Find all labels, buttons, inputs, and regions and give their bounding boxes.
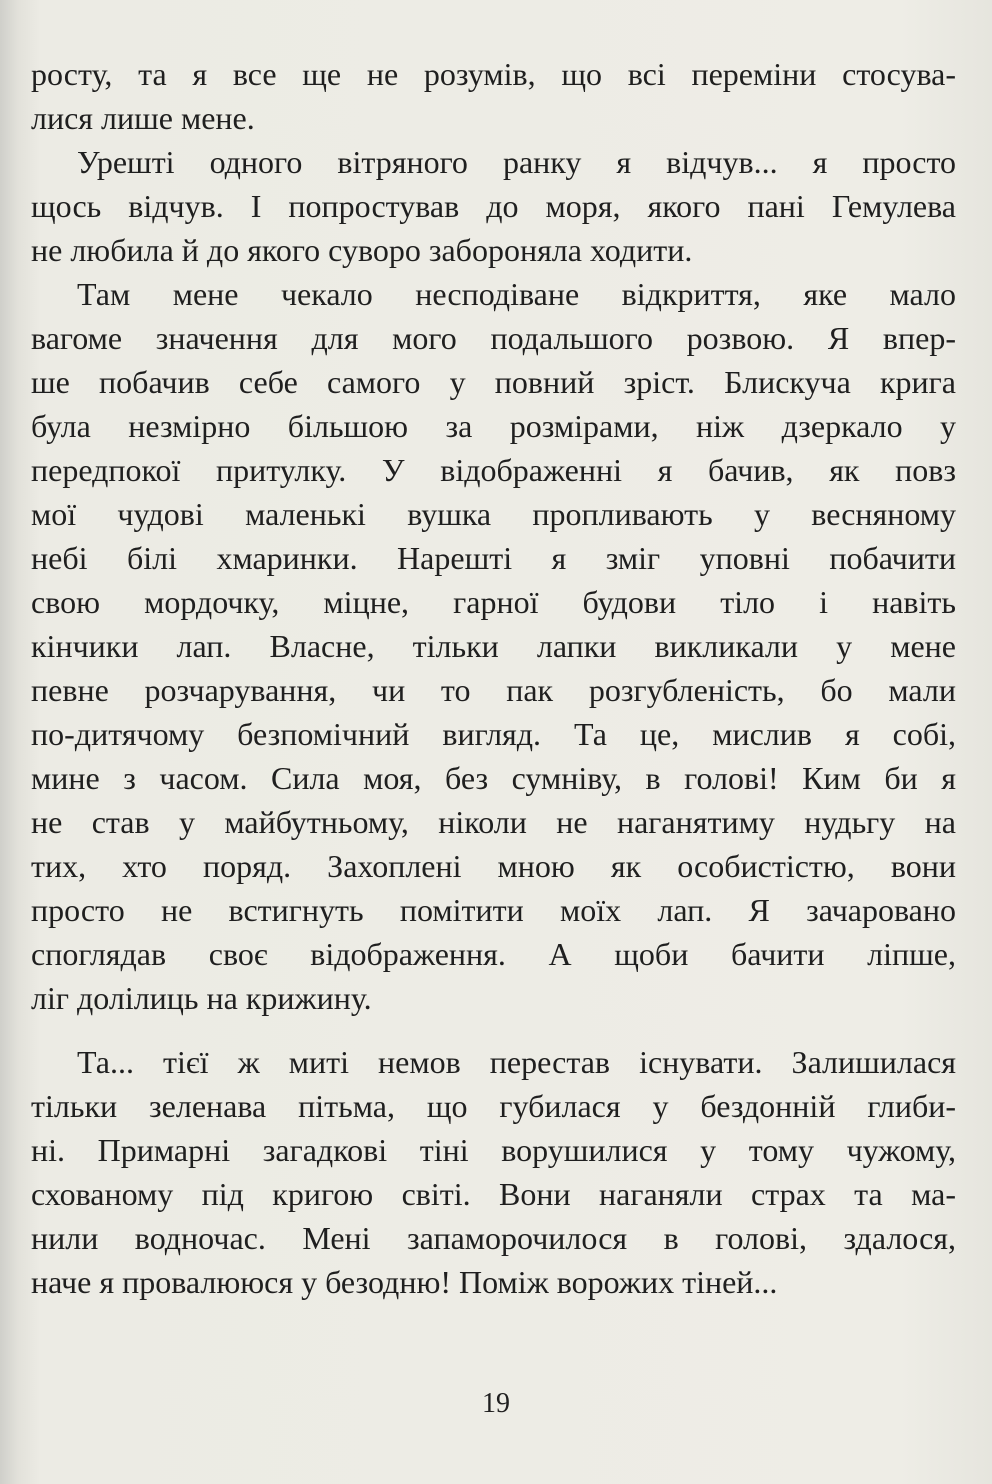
paragraph (31, 1040, 956, 1304)
text-line: не став у майбутньому, ніколи не наганятиму нудьгу на (31, 804, 956, 840)
text-line: передпокої притулку. У відображенні я бачив, як повз (31, 452, 956, 488)
text-line: наче я провалююся у безодню! Поміж ворожих тіней... (31, 1264, 778, 1300)
text-line: свою мордочку, міцне, гарної будови тіло і навіть (31, 584, 956, 620)
text-line: ліг долілиць на крижину. (31, 980, 372, 1016)
text-line: щось відчув. І попростував до моря, якого пані Гемулева (31, 188, 956, 224)
text-line: тих, хто поряд. Захоплені мною як особистістю, вони (31, 848, 956, 884)
text-line: Там мене чекало несподіване відкриття, яке мало (77, 276, 956, 312)
text-line: споглядав своє відображення. А щоби бачити ліпше, (31, 936, 956, 972)
text-line: по-дитячому безпомічний вигляд. Та це, мислив я собі, (31, 716, 956, 752)
page-body (31, 52, 956, 1304)
text-line: кінчики лап. Власне, тільки лапки викликали у мене (31, 628, 956, 664)
page-number: 19 (482, 1388, 510, 1419)
paragraph (31, 272, 956, 1020)
text-line: небі білі хмаринки. Нарешті я зміг уповні побачити (31, 540, 956, 576)
paragraph (31, 52, 956, 140)
text-line: нили водночас. Мені запаморочилося в голові, здалося, (31, 1220, 956, 1256)
paragraph-gap (31, 1020, 956, 1040)
text-line: лися лише мене. (31, 100, 255, 136)
text-line: була незмірно більшою за розмірами, ніж дзеркало у (31, 408, 956, 444)
text-line: певне розчарування, чи то пак розгубленість, бо мали (31, 672, 956, 708)
text-line: тільки зеленава пітьма, що губилася у бездонній глиби- (31, 1088, 956, 1124)
text-line: Урешті одного вітряного ранку я відчув... я просто (77, 144, 956, 180)
paragraph (31, 140, 956, 272)
text-line: мої чудові маленькі вушка пропливають у весняному (31, 496, 956, 532)
text-line: ше побачив себе самого у повний зріст. Блискуча крига (31, 364, 956, 400)
text-line: росту, та я все ще не розумів, що всі переміни стосува- (31, 56, 956, 92)
text-line: ні. Примарні загадкові тіні ворушилися у тому чужому, (31, 1132, 956, 1168)
text-line: Та... тієї ж миті немов перестав існувати. Залишилася (77, 1044, 956, 1080)
text-line: мине з часом. Сила моя, без сумніву, в голові! Ким би я (31, 760, 956, 796)
text-line: схованому під кригою світі. Вони наганяли страх та ма- (31, 1176, 956, 1212)
text-line: вагоме значення для мого подальшого розвою. Я впер- (31, 320, 956, 356)
text-line: просто не встигнуть помітити моїх лап. Я зачаровано (31, 892, 956, 928)
text-line: не любила й до якого суворо забороняла ходити. (31, 232, 693, 268)
